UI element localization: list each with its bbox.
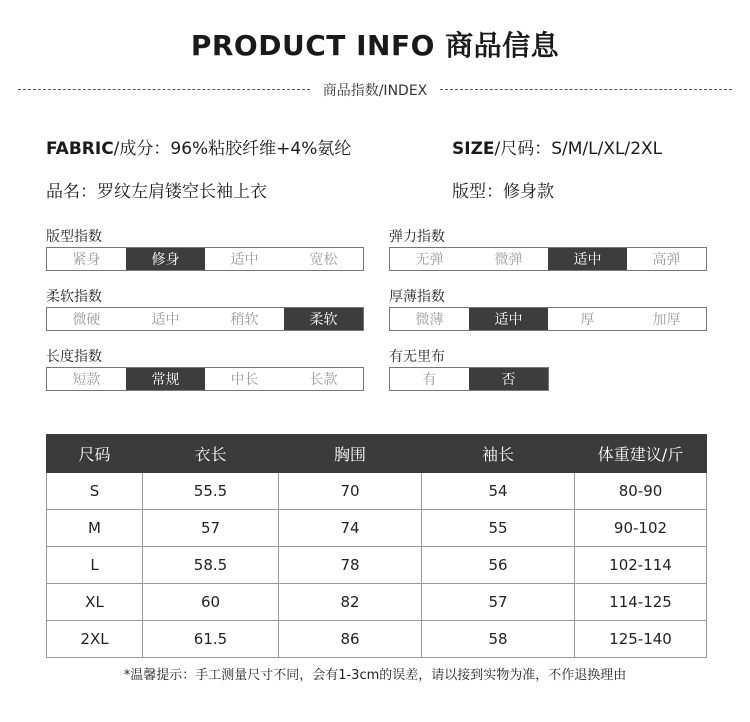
table-cell: S bbox=[47, 473, 143, 510]
table-cell: 82 bbox=[279, 584, 422, 621]
table-cell: 102-114 bbox=[575, 547, 707, 584]
table-cell: 58.5 bbox=[143, 547, 279, 584]
table-cell: XL bbox=[47, 584, 143, 621]
elasticity-index-scale bbox=[389, 247, 707, 271]
scale-option: 紧身 bbox=[72, 252, 101, 268]
size-value: /尺码：S/M/L/XL/2XL bbox=[494, 139, 663, 159]
column-header: 衣长 bbox=[143, 435, 279, 473]
divider-line-right bbox=[440, 89, 732, 90]
scale-option: 高弹 bbox=[652, 252, 681, 268]
scale-option: 无弹 bbox=[415, 252, 444, 268]
table-row bbox=[47, 621, 707, 658]
table-row bbox=[47, 510, 707, 547]
scale-option: 有 bbox=[422, 372, 437, 388]
table-cell: 90-102 bbox=[575, 510, 707, 547]
scale-option: 微弹 bbox=[494, 252, 523, 268]
scale-option-selected: 否 bbox=[469, 368, 548, 390]
fabric-info bbox=[46, 134, 351, 159]
size-table bbox=[46, 434, 707, 658]
elasticity-index-label: 弹力指数 bbox=[389, 229, 445, 245]
table-cell: L bbox=[47, 547, 143, 584]
table-row bbox=[47, 547, 707, 584]
size-info bbox=[452, 134, 662, 159]
softness-index-label: 柔软指数 bbox=[46, 289, 102, 305]
table-header-row bbox=[47, 435, 707, 473]
scale-option-selected: 适中 bbox=[469, 308, 548, 330]
table-cell: 114-125 bbox=[575, 584, 707, 621]
column-header: 袖长 bbox=[422, 435, 575, 473]
scale-option: 微薄 bbox=[415, 312, 444, 328]
fit-type: 版型：修身款 bbox=[452, 182, 554, 202]
table-cell: 56 bbox=[422, 547, 575, 584]
fit-index-scale bbox=[46, 247, 364, 271]
table-cell: 61.5 bbox=[143, 621, 279, 658]
scale-option: 微硬 bbox=[72, 312, 101, 328]
scale-option: 宽松 bbox=[309, 252, 338, 268]
table-cell: 57 bbox=[422, 584, 575, 621]
footer-note: *温馨提示：手工测量尺寸不同，会有1-3cm的误差，请以接到实物为准，不作退换理由 bbox=[123, 668, 627, 683]
table-row bbox=[47, 584, 707, 621]
table-cell: 78 bbox=[279, 547, 422, 584]
table-cell: 70 bbox=[279, 473, 422, 510]
scale-option-selected: 柔软 bbox=[284, 308, 363, 330]
scale-option: 长款 bbox=[309, 372, 338, 388]
table-cell: 54 bbox=[422, 473, 575, 510]
table-cell: 60 bbox=[143, 584, 279, 621]
table-cell: 55.5 bbox=[143, 473, 279, 510]
lining-scale bbox=[389, 367, 549, 391]
section-divider bbox=[18, 80, 732, 100]
product-name: 品名：罗纹左肩镂空长袖上衣 bbox=[46, 182, 267, 202]
scale-option: 中长 bbox=[230, 372, 259, 388]
table-cell: 74 bbox=[279, 510, 422, 547]
length-index-label: 长度指数 bbox=[46, 349, 102, 365]
table-cell: M bbox=[47, 510, 143, 547]
length-index-scale bbox=[46, 367, 364, 391]
table-cell: 125-140 bbox=[575, 621, 707, 658]
column-header: 胸围 bbox=[279, 435, 422, 473]
softness-index-scale bbox=[46, 307, 364, 331]
scale-option-selected: 适中 bbox=[548, 248, 627, 270]
scale-option: 稍软 bbox=[230, 312, 259, 328]
scale-option: 适中 bbox=[151, 312, 180, 328]
table-cell: 2XL bbox=[47, 621, 143, 658]
scale-option: 适中 bbox=[230, 252, 259, 268]
thickness-index-label: 厚薄指数 bbox=[389, 289, 445, 305]
scale-option-selected: 常规 bbox=[126, 368, 205, 390]
fabric-value: /成分：96%粘胶纤维+4%氨纶 bbox=[113, 139, 352, 159]
scale-option: 厚 bbox=[580, 312, 595, 328]
table-cell: 58 bbox=[422, 621, 575, 658]
scale-option: 短款 bbox=[72, 372, 101, 388]
thickness-index-scale bbox=[389, 307, 707, 331]
table-cell: 57 bbox=[143, 510, 279, 547]
fit-index-label: 版型指数 bbox=[46, 229, 102, 245]
table-row bbox=[47, 473, 707, 510]
size-key: SIZE bbox=[452, 139, 495, 159]
column-header: 尺码 bbox=[47, 435, 143, 473]
page-title: PRODUCT INFO 商品信息 bbox=[190, 29, 560, 62]
table-cell: 55 bbox=[422, 510, 575, 547]
scale-option-selected: 修身 bbox=[126, 248, 205, 270]
table-cell: 86 bbox=[279, 621, 422, 658]
section-label: 商品指数/INDEX bbox=[322, 83, 428, 99]
scale-option: 加厚 bbox=[652, 312, 681, 328]
lining-label: 有无里布 bbox=[389, 349, 445, 365]
fabric-key: FABRIC bbox=[46, 139, 114, 159]
column-header: 体重建议/斤 bbox=[575, 435, 707, 473]
table-cell: 80-90 bbox=[575, 473, 707, 510]
